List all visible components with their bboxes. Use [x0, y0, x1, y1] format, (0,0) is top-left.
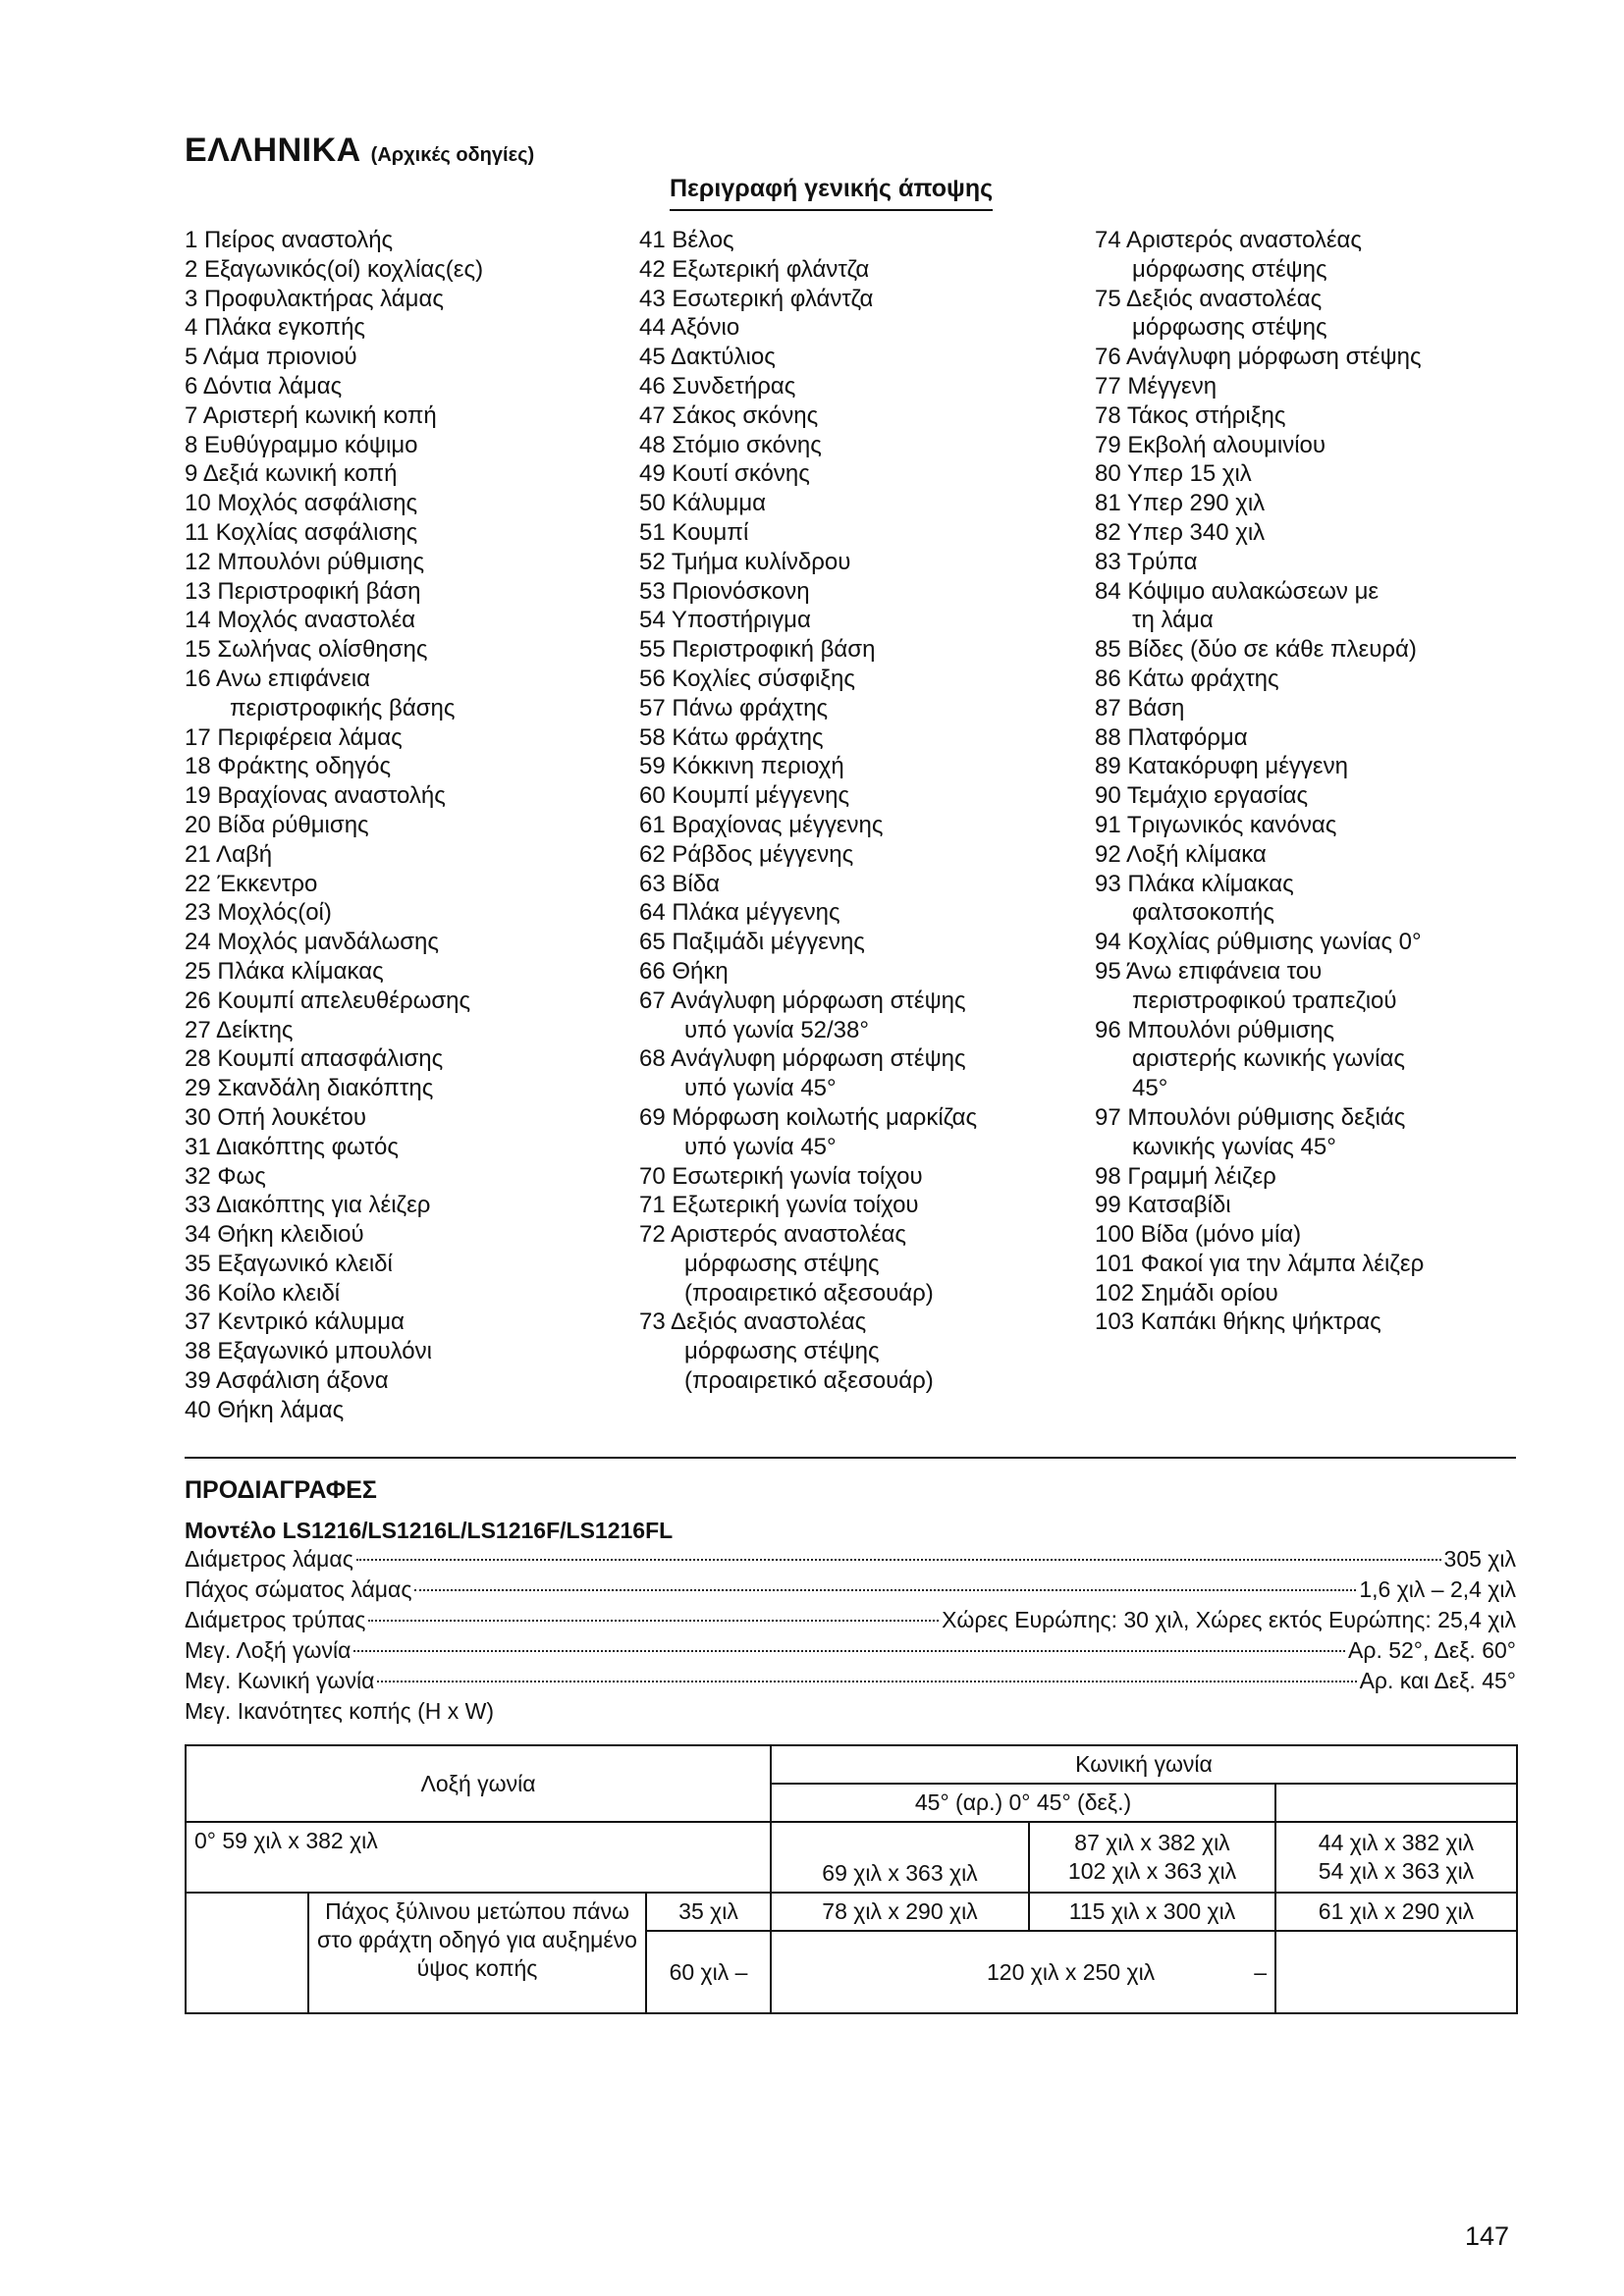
- part-item: 48 Στόμιο σκόνης: [639, 431, 822, 458]
- part-item: 77 Μέγγενη: [1095, 372, 1218, 400]
- spec-row: [185, 1605, 1516, 1635]
- part-item: 61 Βραχίονας μέγγενης: [639, 811, 884, 838]
- part-item: 63 Βίδα: [639, 870, 720, 897]
- part-item: 18 Φράκτης οδηγός: [185, 753, 392, 780]
- table-cell: [1275, 1784, 1517, 1822]
- table-cell: 69 χιλ x 363 χιλ: [771, 1822, 1029, 1893]
- part-item-continuation: φαλτσοκοπής: [1132, 899, 1274, 927]
- model-line: Μοντέλο LS1216/LS1216L/LS1216F/LS1216FL: [185, 1518, 674, 1543]
- part-item: 95 Άνω επιφάνεια του: [1095, 957, 1323, 985]
- merged-cell: [780, 1958, 1267, 1987]
- part-item: 102 Σημάδι ορίου: [1095, 1279, 1278, 1307]
- part-item: 53 Πριονόσκονη: [639, 577, 810, 605]
- part-item: 98 Γραμμή λέιζερ: [1095, 1162, 1276, 1190]
- part-item: 76 Ανάγλυφη μόρφωση στέψης: [1095, 344, 1422, 371]
- part-item: 43 Εσωτερική φλάντζα: [639, 285, 874, 312]
- part-item-continuation: περιστροφικού τραπεζιού: [1132, 987, 1397, 1014]
- part-item: 51 Κουμπί: [639, 518, 749, 546]
- part-item-continuation: υπό γωνία 52/38°: [684, 1016, 869, 1043]
- facing-thickness-label: Πάχος ξύλινου μετώπου πάνω στο φράχτη οδηγό για αυξημένο ύψος κοπής: [308, 1893, 646, 2013]
- part-item: 22 Έκκεντρο: [185, 870, 318, 897]
- language-title: ΕΛΛΗΝΙΚΑ: [185, 132, 361, 169]
- part-item: 52 Τμήμα κυλίνδρου: [639, 548, 851, 575]
- part-item-continuation: (προαιρετικό αξεσουάρ): [684, 1279, 934, 1307]
- part-item: 74 Αριστερός αναστολέας: [1095, 227, 1362, 253]
- table-cell: [1029, 1822, 1275, 1893]
- part-item: 60 Κουμπί μέγγενης: [639, 782, 850, 810]
- parts-column-2: [639, 226, 1061, 1396]
- part-item: 40 Θήκη λάμας: [185, 1396, 345, 1423]
- table-cell: [771, 1931, 1275, 2013]
- part-item: 49 Κουτί σκόνης: [639, 460, 810, 488]
- part-item: 100 Βίδα (μόνο μία): [1095, 1221, 1302, 1249]
- part-item: 29 Σκανδάλη διακόπτης: [185, 1075, 434, 1102]
- overview-title: Περιγραφή γενικής άποψης: [670, 175, 993, 211]
- leader-dots: [414, 1589, 1356, 1591]
- part-item: 82 Υπερ 340 χιλ: [1095, 518, 1266, 546]
- leader-dots: [377, 1681, 1356, 1682]
- table-cell: 60 χιλ –: [646, 1931, 771, 2013]
- part-item: 38 Εξαγωνικό μπουλόνι: [185, 1338, 432, 1365]
- part-item: 75 Δεξιός αναστολέας: [1095, 285, 1323, 312]
- part-item: 64 Πλάκα μέγγενης: [639, 899, 840, 927]
- part-item: 2 Εξαγωνικός(οί) κοχλίας(ες): [185, 255, 484, 283]
- merged-value: 120 χιλ x 250 χιλ: [987, 1958, 1156, 1985]
- part-item: 23 Μοχλός(οί): [185, 899, 332, 927]
- table-cell: [1275, 1931, 1517, 2013]
- part-item: 46 Συνδετήρας: [639, 372, 796, 400]
- table-cell: [1275, 1822, 1517, 1893]
- table-cell: 61 χιλ x 290 χιλ: [1275, 1893, 1517, 1931]
- part-item: 67 Ανάγλυφη μόρφωση στέψης: [639, 987, 966, 1014]
- spec-label: Διάμετρος λάμας: [185, 1546, 353, 1572]
- part-item: 15 Σωλήνας ολίσθησης: [185, 636, 428, 664]
- part-item: 55 Περιστροφική βάση: [639, 636, 876, 664]
- part-item-continuation: αριστερής κωνικής γωνίας: [1132, 1045, 1405, 1073]
- part-item: 62 Ράβδος μέγγενης: [639, 840, 854, 868]
- part-item: 42 Εξωτερική φλάντζα: [639, 255, 870, 283]
- part-item: 12 Μπουλόνι ρύθμισης: [185, 548, 425, 575]
- part-item: 54 Υποστήριγμα: [639, 607, 811, 634]
- part-item: 17 Περιφέρεια λάμας: [185, 723, 403, 751]
- part-item-continuation: μόρφωσης στέψης: [1132, 255, 1327, 283]
- part-item: 24 Μοχλός μανδάλωσης: [185, 929, 439, 956]
- part-item: 26 Κουμπί απελευθέρωσης: [185, 987, 471, 1014]
- part-item: 70 Εσωτερική γωνία τοίχου: [639, 1162, 923, 1190]
- spec-row: [185, 1575, 1516, 1605]
- part-item-continuation: μόρφωσης στέψης: [1132, 314, 1327, 342]
- part-item: 50 Κάλυμμα: [639, 490, 767, 517]
- part-item: 25 Πλάκα κλίμακας: [185, 957, 384, 985]
- part-item: 88 Πλατφόρμα: [1095, 723, 1248, 751]
- part-item: 10 Μοχλός ασφάλισης: [185, 490, 418, 517]
- part-item: 83 Τρύπα: [1095, 548, 1198, 575]
- miter-header: Λοξή γωνία: [186, 1745, 771, 1822]
- part-item: 27 Δείκτης: [185, 1016, 294, 1043]
- language-note: (Αρχικές οδηγίες): [370, 144, 535, 166]
- part-item: 7 Αριστερή κωνική κοπή: [185, 401, 437, 429]
- part-item: 81 Υπερ 290 χιλ: [1095, 490, 1266, 517]
- part-item-continuation: μόρφωσης στέψης: [684, 1338, 880, 1365]
- part-item: 19 Βραχίονας αναστολής: [185, 782, 446, 810]
- part-item: 13 Περιστροφική βάση: [185, 577, 421, 605]
- spec-value: 305 χιλ: [1443, 1546, 1516, 1572]
- part-item: 101 Φακοί για την λάμπα λέιζερ: [1095, 1250, 1425, 1277]
- part-item: 3 Προφυλακτήρας λάμας: [185, 285, 444, 312]
- table-cell: [186, 1893, 308, 2013]
- part-item: 41 Βέλος: [639, 227, 734, 253]
- part-item: 94 Κοχλίας ρύθμισης γωνίας 0°: [1095, 929, 1422, 956]
- part-item: 57 Πάνω φράχτης: [639, 694, 829, 721]
- spec-row: [185, 1635, 1516, 1666]
- part-item: 8 Ευθύγραμμο κόψιμο: [185, 431, 418, 458]
- part-item: 90 Τεμάχιο εργασίας: [1095, 782, 1309, 810]
- part-item: 69 Μόρφωση κοιλωτής μαρκίζας: [639, 1103, 978, 1131]
- spec-row: [185, 1544, 1516, 1575]
- part-item: 36 Κοίλο κλειδί: [185, 1279, 341, 1307]
- bevel-subheader: 45° (αρ.) 0° 45° (δεξ.): [771, 1784, 1275, 1822]
- part-item: 89 Κατακόρυφη μέγγενη: [1095, 753, 1348, 780]
- part-item: 58 Κάτω φράχτης: [639, 723, 824, 751]
- part-item: 92 Λοξή κλίμακα: [1095, 840, 1267, 868]
- part-item: 11 Κοχλίας ασφάλισης: [185, 518, 418, 546]
- part-item: 86 Κάτω φράχτης: [1095, 665, 1279, 692]
- leader-dots: [356, 1559, 1441, 1561]
- part-item: 30 Οπή λουκέτου: [185, 1103, 367, 1131]
- parts-column-1: [185, 226, 597, 1425]
- part-item-continuation: (προαιρετικό αξεσουάρ): [684, 1367, 934, 1395]
- table-row: [186, 1745, 1517, 1784]
- part-item: 16 Ανω επιφάνεια: [185, 665, 370, 692]
- part-item: 87 Βάση: [1095, 694, 1185, 721]
- part-item: 91 Τριγωνικός κανόνας: [1095, 811, 1337, 838]
- spec-label: Διάμετρος τρύπας: [185, 1607, 366, 1632]
- part-item: 56 Κοχλίες σύσφιξης: [639, 665, 855, 692]
- capacity-label: Μεγ. Ικανότητες κοπής (H x W): [185, 1698, 494, 1724]
- section-divider: [185, 1457, 1516, 1459]
- part-item: 32 Φως: [185, 1162, 266, 1190]
- spec-value: Αρ. και Δεξ. 45°: [1359, 1668, 1516, 1693]
- part-item-continuation: μόρφωσης στέψης: [684, 1250, 880, 1277]
- spec-label: Πάχος σώματος λάμας: [185, 1576, 412, 1602]
- table-row: [186, 1893, 1517, 1931]
- part-item: 1 Πείρος αναστολής: [185, 227, 394, 253]
- table-row: [186, 1822, 1517, 1893]
- part-item: 37 Κεντρικό κάλυμμα: [185, 1308, 405, 1336]
- part-item: 31 Διακόπτης φωτός: [185, 1133, 399, 1160]
- part-item-continuation: 45°: [1132, 1075, 1168, 1102]
- part-item: 20 Βίδα ρύθμισης: [185, 811, 369, 838]
- part-item: 35 Εξαγωνικό κλειδί: [185, 1250, 393, 1277]
- part-item: 73 Δεξιός αναστολέας: [639, 1308, 867, 1336]
- spec-label: Μεγ. Κωνική γωνία: [185, 1668, 375, 1693]
- miter-zero-cell: 0° 59 χιλ x 382 χιλ: [186, 1822, 771, 1893]
- part-item: 80 Υπερ 15 χιλ: [1095, 460, 1252, 488]
- part-item-continuation: τη λάμα: [1132, 607, 1214, 634]
- spec-value: Χώρες Ευρώπης: 30 χιλ, Χώρες εκτός Ευρώπης: 25,4 χιλ: [942, 1607, 1516, 1632]
- part-item: 47 Σάκος σκόνης: [639, 401, 819, 429]
- spec-value: Αρ. 52°, Δεξ. 60°: [1348, 1637, 1516, 1663]
- cell-line: 44 χιλ x 382 χιλ: [1318, 1830, 1475, 1855]
- part-item: 9 Δεξιά κωνική κοπή: [185, 460, 398, 488]
- leader-dots: [368, 1620, 939, 1622]
- part-item: 103 Καπάκι θήκης ψήκτρας: [1095, 1308, 1381, 1336]
- part-item: 93 Πλάκα κλίμακας: [1095, 870, 1294, 897]
- parts-column-3: [1095, 226, 1537, 1337]
- part-item: 39 Ασφάλιση άξονα: [185, 1367, 389, 1395]
- part-item: 72 Αριστερός αναστολέας: [639, 1221, 906, 1249]
- part-item: 65 Παξιμάδι μέγγενης: [639, 929, 865, 956]
- leader-dots: [353, 1650, 1345, 1652]
- part-item: 5 Λάμα πριονιού: [185, 344, 357, 371]
- part-item: 59 Κόκκινη περιοχή: [639, 753, 844, 780]
- part-item: 68 Ανάγλυφη μόρφωση στέψης: [639, 1045, 966, 1073]
- language-heading: [185, 132, 534, 170]
- cutting-capacity-table: [185, 1744, 1518, 2014]
- part-item: 96 Μπουλόνι ρύθμισης: [1095, 1016, 1335, 1043]
- part-item-continuation: υπό γωνία 45°: [684, 1075, 837, 1102]
- part-item: 99 Κατσαβίδι: [1095, 1192, 1231, 1219]
- part-item: 71 Εξωτερική γωνία τοίχου: [639, 1192, 919, 1219]
- specs-list: [185, 1544, 1516, 1727]
- part-item: 78 Τάκος στήριξης: [1095, 401, 1286, 429]
- part-item-continuation: κωνικής γωνίας 45°: [1132, 1133, 1336, 1160]
- part-item: 97 Μπουλόνι ρύθμισης δεξιάς: [1095, 1103, 1406, 1131]
- part-item: 6 Δόντια λάμας: [185, 372, 343, 400]
- part-item: 45 Δακτύλιος: [639, 344, 776, 371]
- part-item: 28 Κουμπί απασφάλισης: [185, 1045, 444, 1073]
- table-cell: 78 χιλ x 290 χιλ: [771, 1893, 1029, 1931]
- spec-value: 1,6 χιλ – 2,4 χιλ: [1359, 1576, 1516, 1602]
- part-item: 33 Διακόπτης για λέιζερ: [185, 1192, 431, 1219]
- dash-mark: –: [1254, 1958, 1267, 1985]
- part-item: 79 Εκβολή αλουμινίου: [1095, 431, 1326, 458]
- cell-line: 54 χιλ x 363 χιλ: [1318, 1858, 1475, 1884]
- bevel-header: Κωνική γωνία: [771, 1745, 1517, 1784]
- part-item: 34 Θήκη κλειδιού: [185, 1221, 364, 1249]
- specs-title: ΠΡΟΔΙΑΓΡΑΦΕΣ: [185, 1476, 377, 1504]
- page-number: 147: [1465, 2221, 1510, 2251]
- part-item: 14 Μοχλός αναστολέα: [185, 607, 416, 634]
- cell-line: 102 χιλ x 363 χιλ: [1067, 1858, 1237, 1884]
- spec-row: [185, 1666, 1516, 1696]
- part-item: 4 Πλάκα εγκοπής: [185, 314, 365, 342]
- table-cell: 115 χιλ x 300 χιλ: [1029, 1893, 1275, 1931]
- part-item: 84 Κόψιμο αυλακώσεων με: [1095, 577, 1380, 605]
- part-item-continuation: περιστροφικής βάσης: [230, 694, 456, 721]
- part-item: 21 Λαβή: [185, 840, 273, 868]
- part-item-continuation: υπό γωνία 45°: [684, 1133, 837, 1160]
- cell-line: 87 χιλ x 382 χιλ: [1074, 1830, 1230, 1855]
- part-item: 44 Αξόνιο: [639, 314, 740, 342]
- part-item: 85 Βίδες (δύο σε κάθε πλευρά): [1095, 636, 1417, 664]
- part-item: 66 Θήκη: [639, 957, 729, 985]
- spec-label: Μεγ. Λοξή γωνία: [185, 1637, 352, 1663]
- table-cell: 35 χιλ: [646, 1893, 771, 1931]
